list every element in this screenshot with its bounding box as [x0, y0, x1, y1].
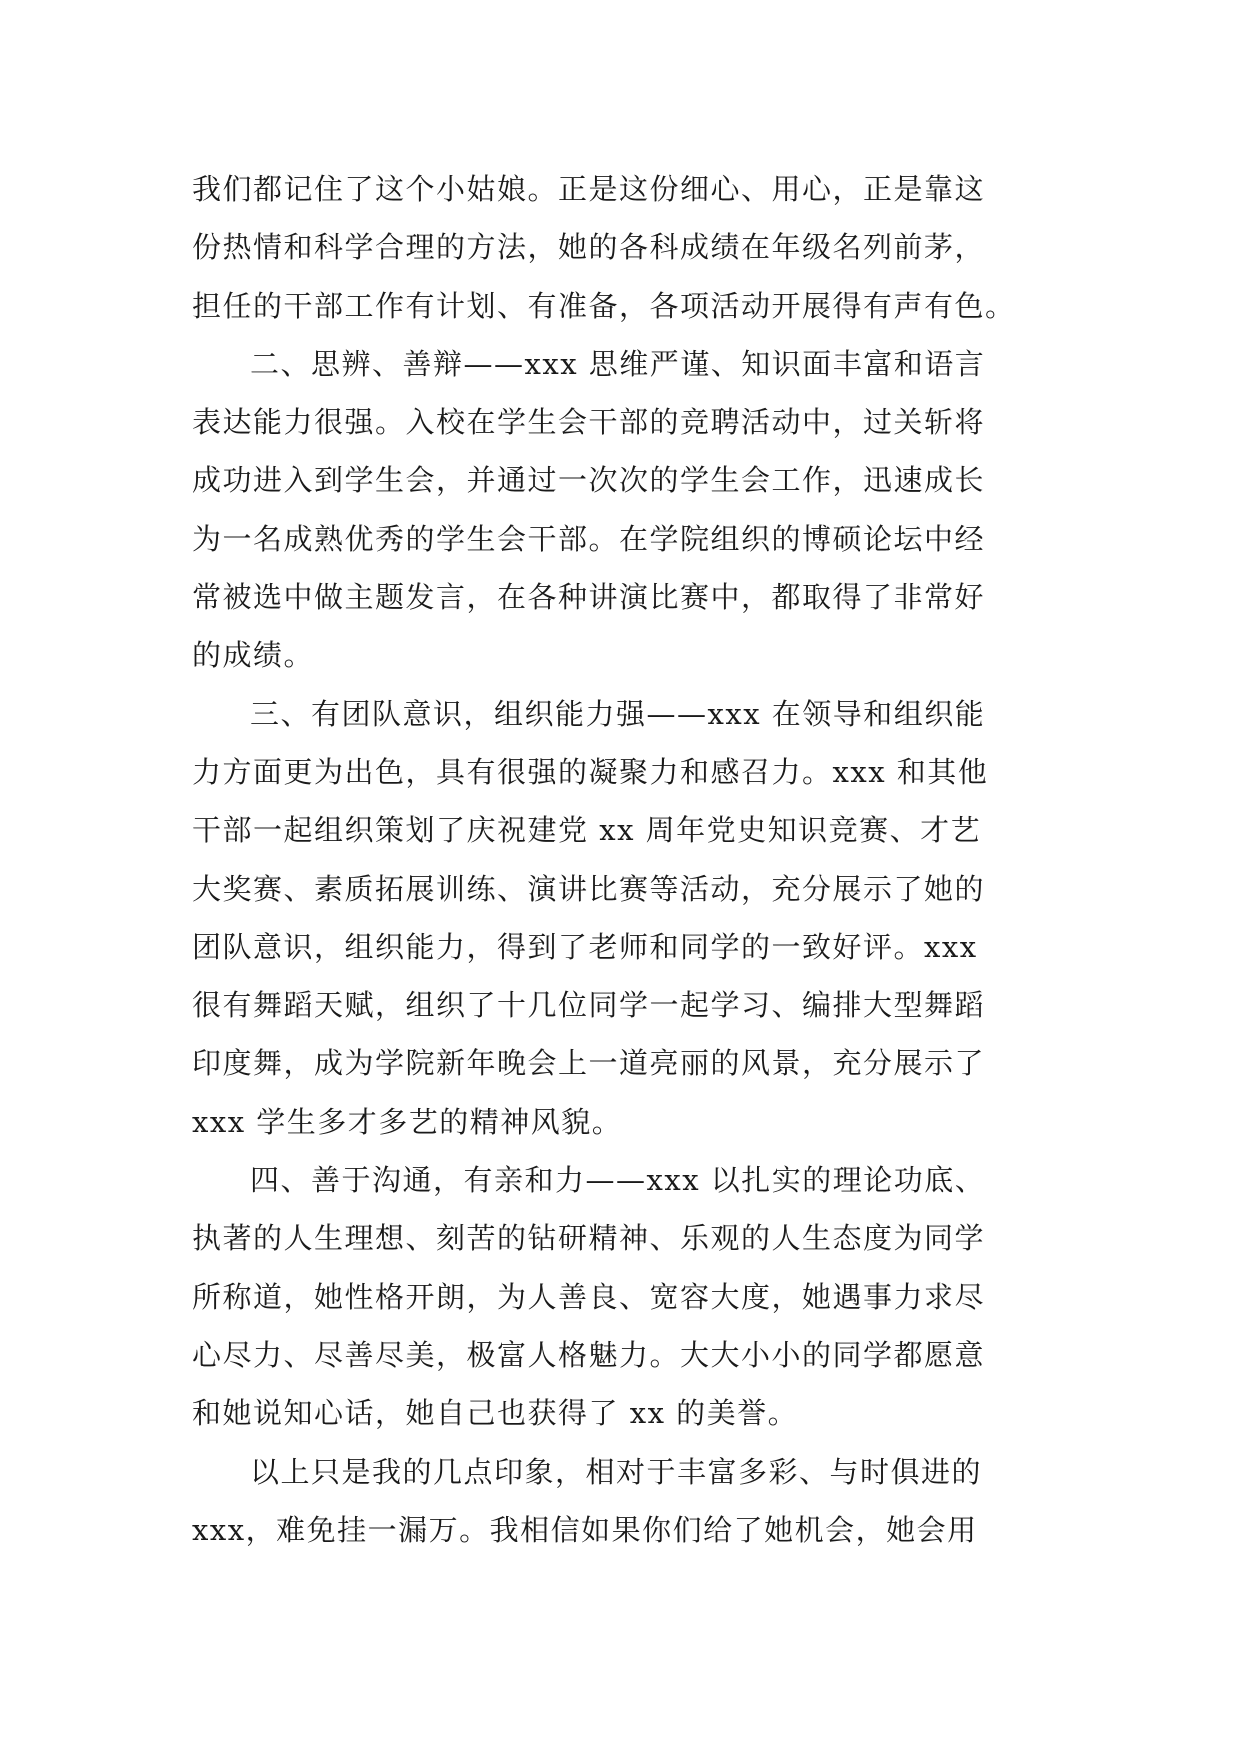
text-line: 大奖赛、素质拓展训练、演讲比赛等活动，充分展示了她的 [192, 871, 986, 906]
text-line: 三、有团队意识，组织能力强——xxx 在领导和组织能 [250, 696, 986, 731]
document-body [192, 160, 1052, 1559]
text-line: 担任的干部工作有计划、有准备，各项活动开展得有声有色。 [192, 288, 1016, 323]
text-line: 执著的人生理想、刻苦的钻研精神、乐观的人生态度为同学 [192, 1221, 986, 1256]
text-line: 很有舞蹈天赋，组织了十几位同学一起学习、编排大型舞蹈 [192, 988, 986, 1023]
text-line: xxx，难免挂一漏万。我相信如果你们给了她机会，她会用 [192, 1512, 978, 1547]
text-line: 心尽力、尽善尽美，极富人格魅力。大大小小的同学都愿意 [192, 1337, 986, 1372]
text-line: 常被选中做主题发言，在各种讲演比赛中，都取得了非常好 [192, 580, 986, 615]
text-line: 团队意识，组织能力，得到了老师和同学的一致好评。xxx [192, 929, 978, 964]
text-line: 表达能力很强。入校在学生会干部的竞聘活动中，过关斩将 [192, 405, 986, 440]
text-line: 的成绩。 [192, 638, 315, 673]
text-line: 印度舞，成为学院新年晚会上一道亮丽的风景，充分展示了 [192, 1046, 986, 1081]
text-line: 为一名成熟优秀的学生会干部。在学院组织的博硕论坛中经 [192, 521, 986, 556]
text-line: 以上只是我的几点印象，相对于丰富多彩、与时俱进的 [250, 1454, 983, 1489]
text-line: 四、善于沟通，有亲和力——xxx 以扎实的理论功底、 [250, 1163, 986, 1198]
text-line: 所称道，她性格开朗，为人善良、宽容大度，她遇事力求尽 [192, 1279, 986, 1314]
text-line: 份热情和科学合理的方法，她的各科成绩在年级名列前茅， [192, 230, 986, 265]
text-line: 力方面更为出色，具有很强的凝聚力和感召力。xxx 和其他 [192, 754, 989, 789]
text-line: 二、思辨、善辩——xxx 思维严谨、知识面丰富和语言 [250, 346, 986, 381]
text-line: 和她说知心话，她自己也获得了 xx 的美誉。 [192, 1396, 799, 1431]
text-line: 成功进入到学生会，并通过一次次的学生会工作，迅速成长 [192, 463, 986, 498]
text-line: 我们都记住了这个小姑娘。正是这份细心、用心，正是靠这 [192, 172, 986, 206]
text-line: xxx 学生多才多艺的精神风貌。 [192, 1104, 623, 1139]
text-line: 干部一起组织策划了庆祝建党 xx 周年党史知识竞赛、才艺 [192, 813, 982, 848]
